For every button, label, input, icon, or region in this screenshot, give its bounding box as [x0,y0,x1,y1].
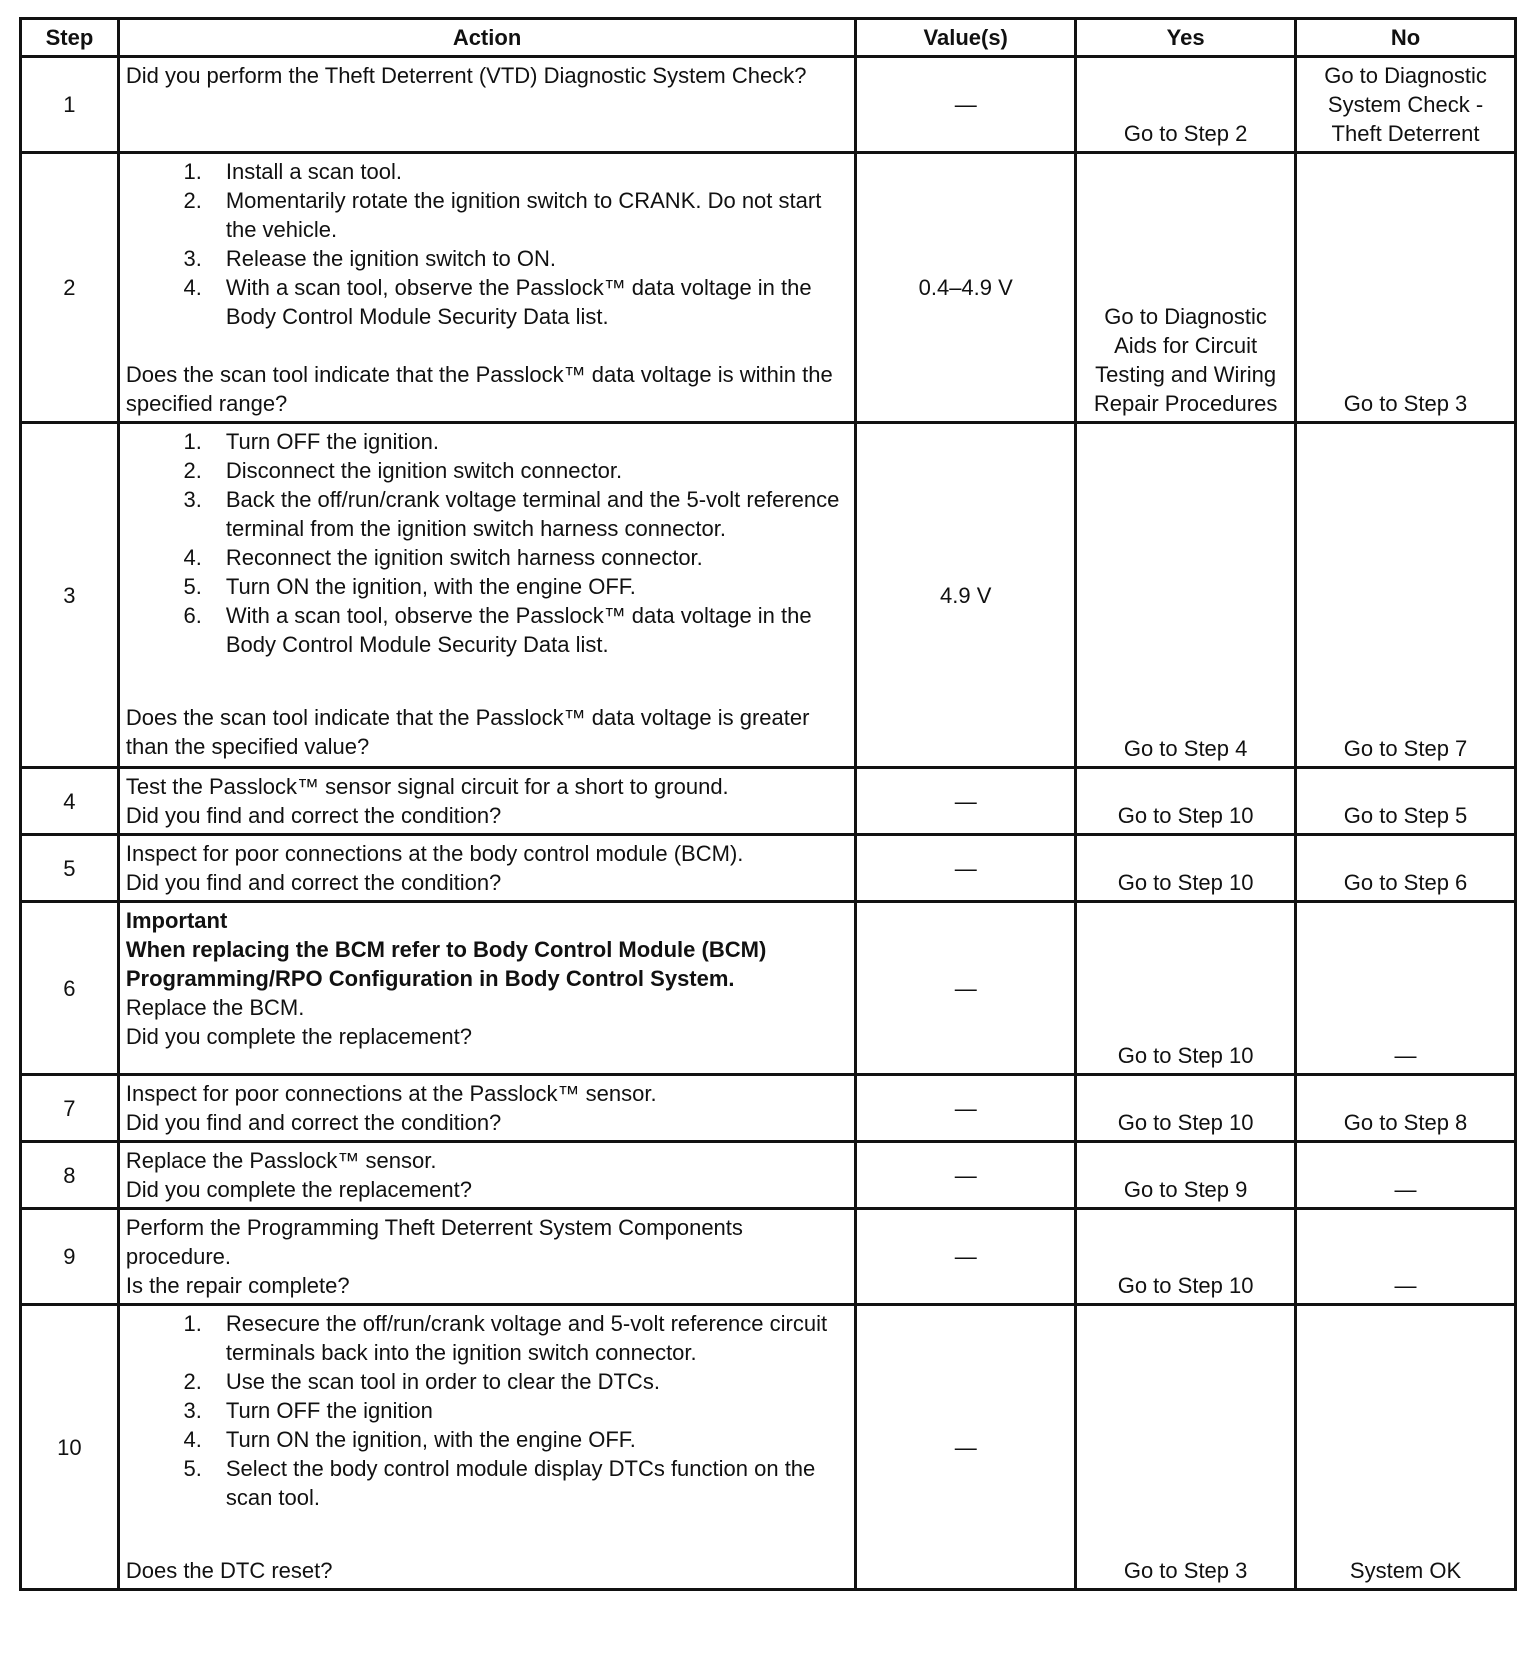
action-step-item [126,1425,848,1454]
action-step-number: 4. [183,1427,202,1452]
action-cell [118,1075,855,1142]
action-cell [118,768,855,835]
table-row [21,1305,1516,1590]
action-cell [118,902,855,1075]
value-cell: — [856,768,1076,835]
value-cell: — [856,1075,1076,1142]
action-line: Did you complete the replacement? [125,1177,472,1202]
action-step-text: Reconnect the ignition switch harness connector. [225,545,703,570]
action-steps-list [126,1309,848,1512]
action-question: Does the scan tool indicate that the Passlock™ data voltage is greater than the specified value? [125,705,810,759]
action-step-text: Turn ON the ignition, with the engine OFF. [225,1427,636,1452]
action-step-item [126,485,848,543]
step-number: 10 [21,1305,119,1590]
action-line: Test the Passlock™ sensor signal circuit for a short to ground. [125,774,729,799]
action-step-item [126,273,848,331]
step-number: 8 [21,1142,119,1209]
action-question: Does the scan tool indicate that the Passlock™ data voltage is within the specified range? [125,362,833,416]
action-step-number: 4. [183,545,202,570]
action-step-text: Use the scan tool in order to clear the DTCs. [225,1369,660,1394]
step-number: 4 [21,768,119,835]
action-step-item [126,157,848,186]
table-row [21,1209,1516,1305]
action-step-item [126,1396,848,1425]
table-row [21,902,1516,1075]
action-question: Does the DTC reset? [125,1558,333,1583]
action-step-text: With a scan tool, observe the Passlock™ data voltage in the Body Control Module Security Data list. [225,603,812,657]
table-row [21,1142,1516,1209]
no-cell: Go to Diagnostic System Check - Theft Deterrent [1296,57,1516,153]
action-line: Replace the Passlock™ sensor. [125,1148,437,1173]
action-step-number: 2. [183,458,202,483]
action-line: Perform the Programming Theft Deterrent System Components procedure. [125,1215,743,1269]
action-cell [118,835,855,902]
action-line: Is the repair complete? [125,1273,350,1298]
value-cell: 4.9 V [856,423,1076,768]
action-step-number: 1. [183,159,202,184]
action-cell [118,57,855,153]
action-step-number: 1. [183,429,202,454]
header-yes: Yes [1076,19,1296,57]
diagnostic-table [19,17,1517,1591]
step-number: 1 [21,57,119,153]
action-step-item [126,186,848,244]
value-cell: — [856,902,1076,1075]
action-step-number: 6. [183,603,202,628]
action-step-item [126,1454,848,1512]
action-line: Inspect for poor connections at the body control module (BCM). [125,841,744,866]
action-line: Did you find and correct the condition? [125,1110,502,1135]
no-cell: Go to Step 5 [1296,768,1516,835]
value-cell: — [856,1209,1076,1305]
action-line: Replace the BCM. [125,995,305,1020]
action-important: Important [125,908,228,933]
action-step-text: Turn ON the ignition, with the engine OFF. [225,574,636,599]
action-line: Did you find and correct the condition? [125,803,502,828]
action-step-number: 3. [183,487,202,512]
header-action: Action [118,19,855,57]
yes-cell: Go to Step 9 [1076,1142,1296,1209]
action-line: Did you find and correct the condition? [125,870,502,895]
no-cell: — [1296,1209,1516,1305]
step-number: 7 [21,1075,119,1142]
action-steps-list [126,157,848,331]
value-cell: — [856,1142,1076,1209]
value-cell: — [856,835,1076,902]
no-cell: Go to Step 6 [1296,835,1516,902]
yes-cell: Go to Step 10 [1076,1075,1296,1142]
action-step-text: Turn OFF the ignition. [225,429,440,454]
step-number: 9 [21,1209,119,1305]
no-cell: Go to Step 7 [1296,423,1516,768]
yes-cell: Go to Diagnostic Aids for Circuit Testing and Wiring Repair Procedures [1076,153,1296,423]
no-cell: — [1296,1142,1516,1209]
action-cell [118,153,855,423]
yes-cell: Go to Step 3 [1076,1305,1296,1590]
value-cell: 0.4–4.9 V [856,153,1076,423]
yes-cell: Go to Step 2 [1076,57,1296,153]
action-step-item [126,244,848,273]
action-step-number: 3. [183,1398,202,1423]
yes-cell: Go to Step 10 [1076,1209,1296,1305]
action-step-number: 2. [183,188,202,213]
action-step-item [126,543,848,572]
action-step-text: Release the ignition switch to ON. [225,246,557,271]
action-step-item [126,601,848,659]
yes-cell: Go to Step 10 [1076,902,1296,1075]
action-line: Did you perform the Theft Deterrent (VTD) Diagnostic System Check? [125,63,807,88]
step-number: 6 [21,902,119,1075]
table-row [21,835,1516,902]
header-values: Value(s) [856,19,1076,57]
action-step-text: Turn OFF the ignition [225,1398,433,1423]
action-step-item [126,427,848,456]
table-row [21,153,1516,423]
action-cell [118,1305,855,1590]
table-row [21,768,1516,835]
action-important: When replacing the BCM refer to Body Control Module (BCM) Programming/RPO Configuration in Body Control System. [125,937,767,991]
action-step-text: Resecure the off/run/crank voltage and 5-volt reference circuit terminals back into the ignition switch connector. [225,1311,828,1365]
action-step-number: 2. [183,1369,202,1394]
value-cell: — [856,1305,1076,1590]
table-row [21,1075,1516,1142]
action-line: Inspect for poor connections at the Passlock™ sensor. [125,1081,657,1106]
action-cell [118,1209,855,1305]
no-cell: Go to Step 8 [1296,1075,1516,1142]
value-cell: — [856,57,1076,153]
action-step-text: Install a scan tool. [225,159,402,184]
action-step-text: Momentarily rotate the ignition switch to CRANK. Do not start the vehicle. [225,188,822,242]
action-step-item [126,1367,848,1396]
header-no: No [1296,19,1516,57]
action-steps-list [126,427,848,659]
action-step-number: 5. [183,1456,202,1481]
action-step-text: Select the body control module display DTCs function on the scan tool. [225,1456,816,1510]
step-number: 5 [21,835,119,902]
yes-cell: Go to Step 10 [1076,835,1296,902]
action-step-item [126,1309,848,1367]
header-row [21,19,1516,57]
action-cell [118,423,855,768]
action-step-text: With a scan tool, observe the Passlock™ data voltage in the Body Control Module Security Data list. [225,275,812,329]
action-line: Did you complete the replacement? [125,1024,472,1049]
no-cell: — [1296,902,1516,1075]
step-number: 2 [21,153,119,423]
action-step-text: Back the off/run/crank voltage terminal and the 5-volt reference terminal from the ignition switch harness connector. [225,487,840,541]
no-cell: Go to Step 3 [1296,153,1516,423]
table-body [21,57,1516,1590]
action-step-item [126,456,848,485]
yes-cell: Go to Step 10 [1076,768,1296,835]
action-step-item [126,572,848,601]
no-cell: System OK [1296,1305,1516,1590]
action-step-number: 4. [183,275,202,300]
action-step-number: 5. [183,574,202,599]
table-row [21,57,1516,153]
action-cell [118,1142,855,1209]
table-row [21,423,1516,768]
action-step-text: Disconnect the ignition switch connector. [225,458,623,483]
action-step-number: 3. [183,246,202,271]
yes-cell: Go to Step 4 [1076,423,1296,768]
action-step-number: 1. [183,1311,202,1336]
header-step: Step [21,19,119,57]
step-number: 3 [21,423,119,768]
